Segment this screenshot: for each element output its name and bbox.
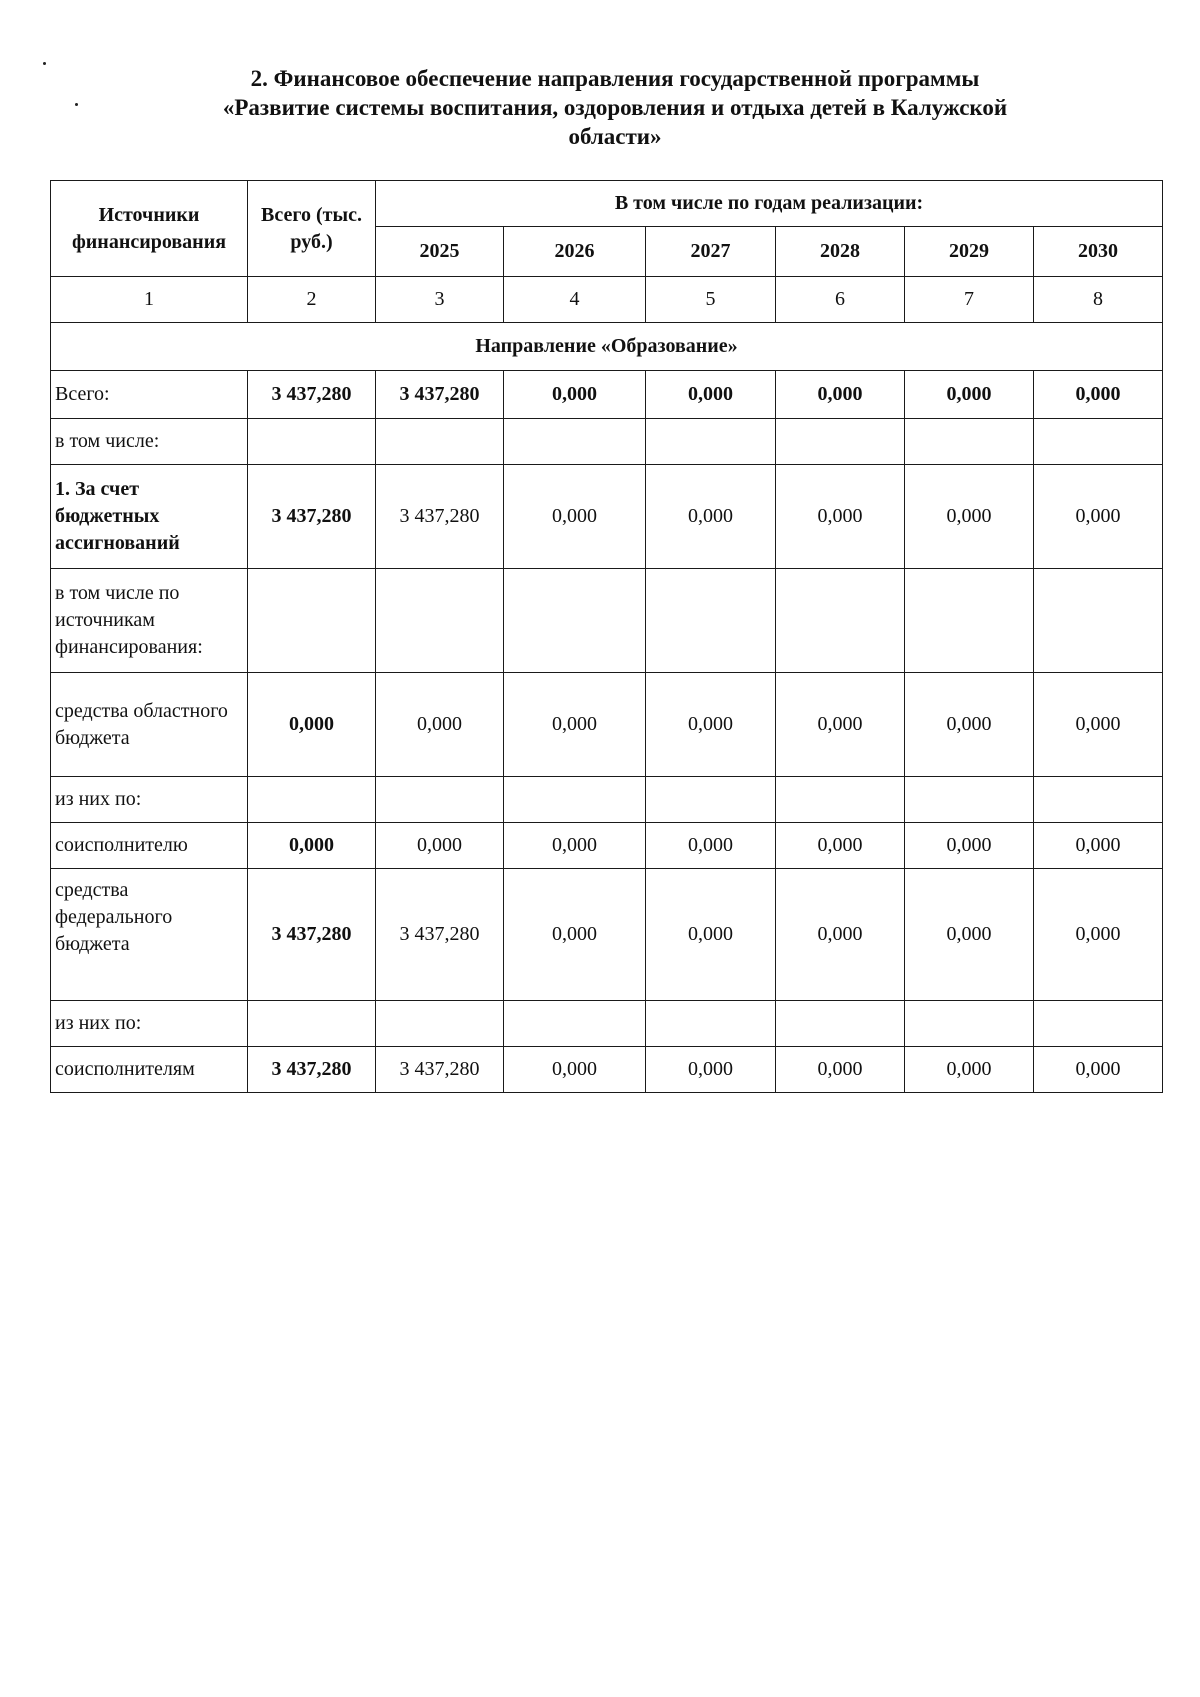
table-row [51,371,1163,419]
row-value: 0,000 [776,371,905,419]
row-value [646,777,776,823]
column-number: 2 [248,277,376,323]
row-value [1034,777,1163,823]
row-value [776,1001,905,1047]
row-value [905,777,1034,823]
row-value: 0,000 [905,1047,1034,1093]
row-label: средства федерального бюджета [51,869,248,1001]
column-number: 6 [776,277,905,323]
row-value: 0,000 [376,823,504,869]
table-row [51,777,1163,823]
header-year: 2027 [646,227,776,277]
row-value [376,1001,504,1047]
row-total [248,1001,376,1047]
row-value: 0,000 [776,465,905,569]
row-value [776,569,905,673]
header-year: 2028 [776,227,905,277]
row-value [905,1001,1034,1047]
row-value: 0,000 [905,673,1034,777]
row-value [376,419,504,465]
row-value: 0,000 [905,869,1034,1001]
row-total: 3 437,280 [248,371,376,419]
row-value [646,569,776,673]
row-value: 0,000 [1034,823,1163,869]
row-total [248,569,376,673]
header-year: 2025 [376,227,504,277]
table-row [51,1001,1163,1047]
header-row [51,181,1163,227]
row-value: 0,000 [1034,371,1163,419]
row-value [1034,419,1163,465]
header-year: 2029 [905,227,1034,277]
row-value: 0,000 [1034,1047,1163,1093]
title-line-1: 2. Финансовое обеспечение направления государственной программы [250,66,980,91]
row-value: 0,000 [646,869,776,1001]
row-total: 0,000 [248,823,376,869]
table-row [51,419,1163,465]
row-value [504,1001,646,1047]
document-title [120,64,1110,151]
table-row [51,569,1163,673]
row-label: 1. За счет бюджетных ассигнований [51,465,248,569]
row-total: 3 437,280 [248,869,376,1001]
table-row [51,673,1163,777]
header-total: Всего (тыс. руб.) [248,181,376,277]
section-title: Направление «Образование» [51,323,1163,371]
column-number: 7 [905,277,1034,323]
row-value: 0,000 [1034,465,1163,569]
row-value: 0,000 [905,823,1034,869]
row-label: из них по: [51,777,248,823]
row-value [376,569,504,673]
row-value: 0,000 [376,673,504,777]
row-value: 0,000 [646,1047,776,1093]
row-value: 0,000 [646,371,776,419]
row-value: 0,000 [504,823,646,869]
table-row [51,869,1163,1001]
row-value: 0,000 [776,869,905,1001]
row-total [248,419,376,465]
row-value: 0,000 [646,823,776,869]
row-label: из них по: [51,1001,248,1047]
table-row [51,465,1163,569]
row-label: соисполнителю [51,823,248,869]
row-total: 3 437,280 [248,465,376,569]
title-line-2: «Развитие системы воспитания, оздоровления и отдыха детей в Калужской [222,95,1008,120]
header-sources: Источники финансирования [51,181,248,277]
table-row [51,1047,1163,1093]
row-value: 3 437,280 [376,465,504,569]
row-value [646,419,776,465]
row-value: 0,000 [776,1047,905,1093]
row-value [776,777,905,823]
column-number: 4 [504,277,646,323]
row-value: 0,000 [504,869,646,1001]
header-year: 2030 [1034,227,1163,277]
row-label: средства областного бюджета [51,673,248,777]
column-number: 5 [646,277,776,323]
row-value: 3 437,280 [376,371,504,419]
scan-speck [43,62,46,65]
row-value: 0,000 [776,823,905,869]
section-row [51,323,1163,371]
row-value [905,419,1034,465]
column-number: 8 [1034,277,1163,323]
row-value: 0,000 [504,371,646,419]
row-value [504,569,646,673]
row-total [248,777,376,823]
row-value: 0,000 [776,673,905,777]
row-value [1034,1001,1163,1047]
column-number: 3 [376,277,504,323]
header-by-years: В том числе по годам реализации: [376,181,1163,227]
row-value: 0,000 [646,465,776,569]
row-value [504,777,646,823]
row-total: 0,000 [248,673,376,777]
row-value [776,419,905,465]
row-value: 0,000 [504,465,646,569]
row-value [1034,569,1163,673]
row-value: 0,000 [905,465,1034,569]
table-row [51,823,1163,869]
row-label: Всего: [51,371,248,419]
row-label: в том числе: [51,419,248,465]
row-value: 0,000 [1034,869,1163,1001]
financing-table [50,180,1163,1093]
column-number: 1 [51,277,248,323]
row-label: соисполнителям [51,1047,248,1093]
row-value: 0,000 [504,673,646,777]
row-total: 3 437,280 [248,1047,376,1093]
row-value: 0,000 [905,371,1034,419]
row-label: в том числе по источникам финансирования: [51,569,248,673]
header-year: 2026 [504,227,646,277]
row-value: 0,000 [1034,673,1163,777]
column-number-row [51,277,1163,323]
title-line-3: области» [568,124,662,149]
row-value [905,569,1034,673]
row-value [376,777,504,823]
scan-speck [75,103,78,106]
row-value: 0,000 [646,673,776,777]
row-value [504,419,646,465]
row-value [646,1001,776,1047]
row-value: 3 437,280 [376,1047,504,1093]
row-value: 0,000 [504,1047,646,1093]
row-value: 3 437,280 [376,869,504,1001]
